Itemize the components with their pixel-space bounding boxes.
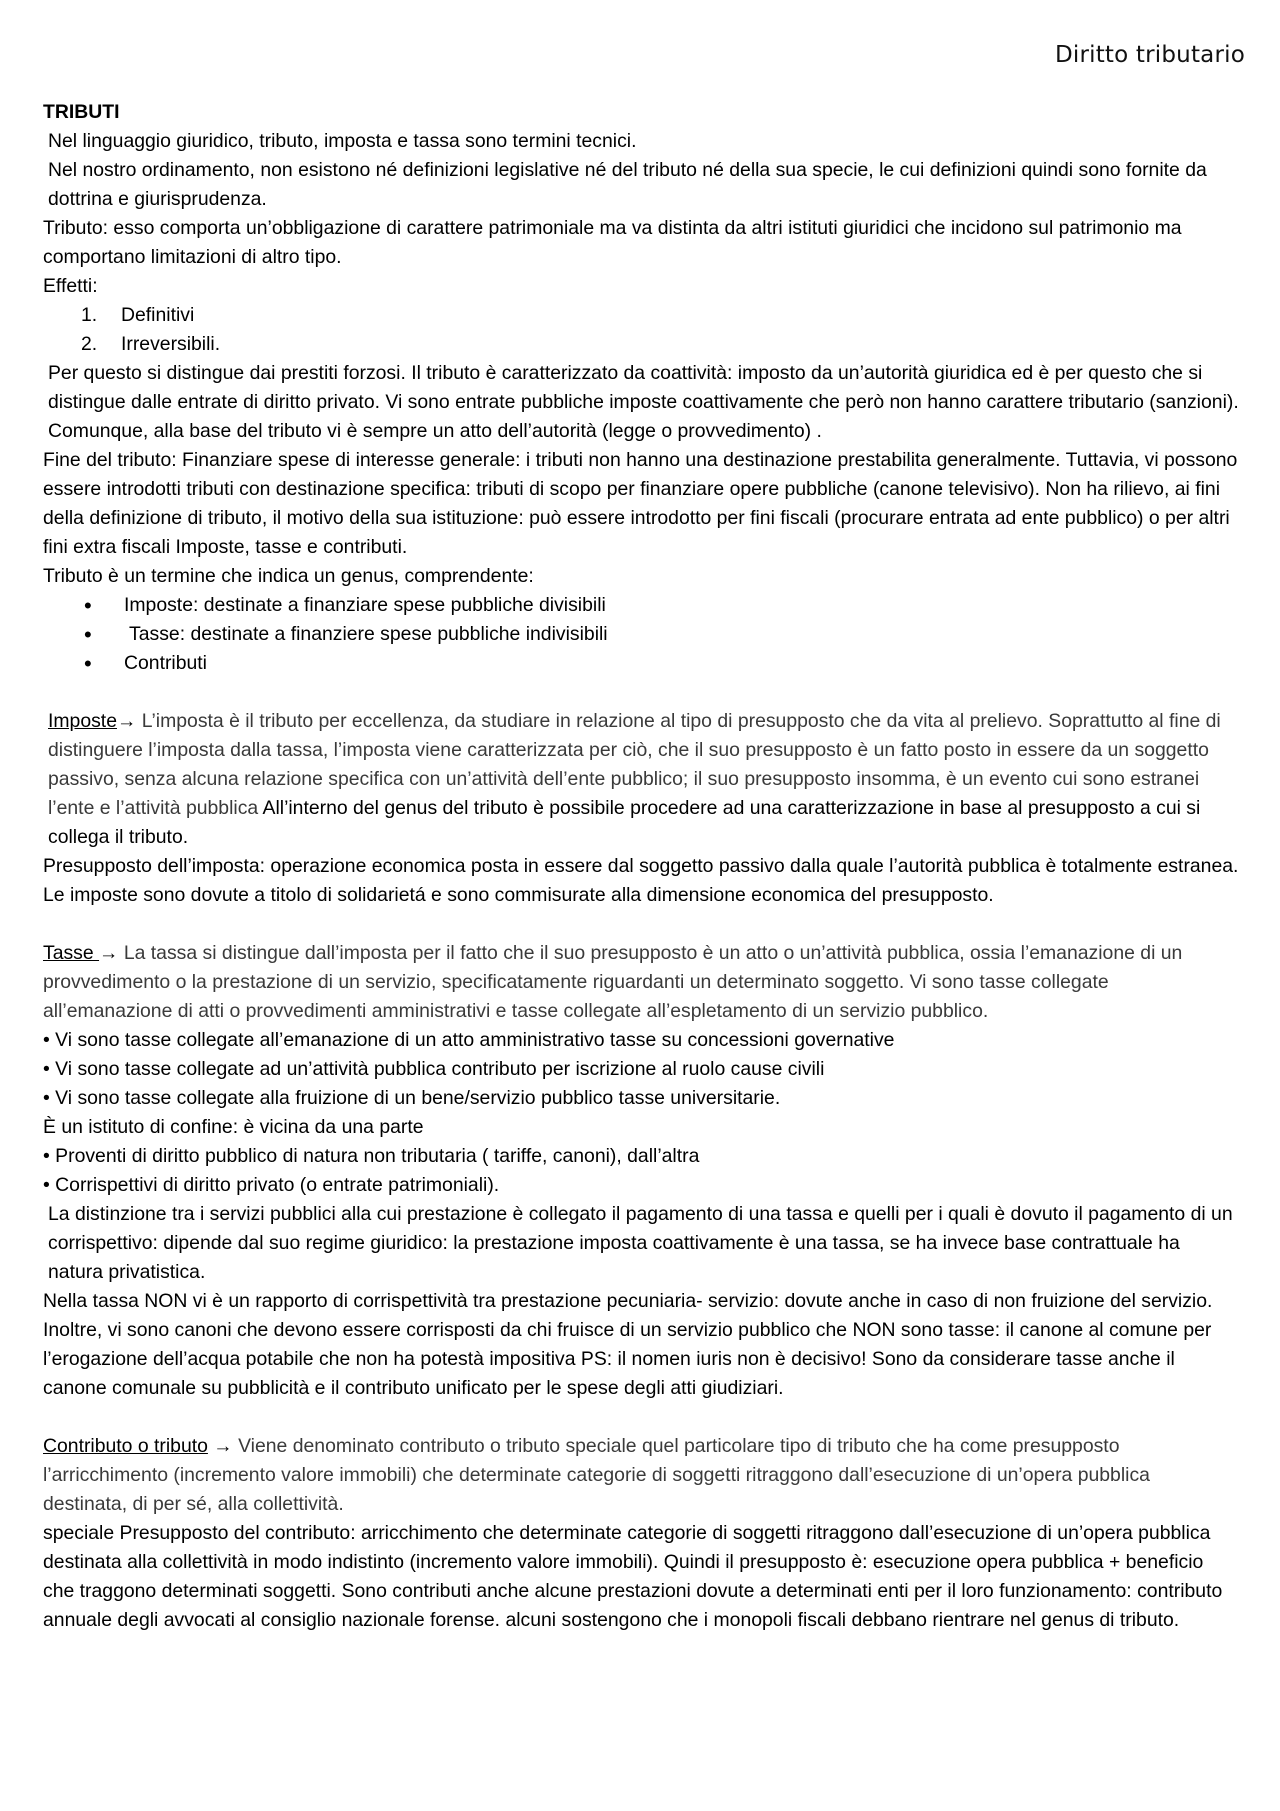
definition-text: La tassa si distingue dall’imposta per il fatto che il suo presupposto è un atto o un’attività pubblica, ossia l’emanazione di un provvedimento o la prestazione di un servizio, specificatamente riguardanti un determinato soggetto. Vi sono tasse collegate all’emanazione di atti o provvedimenti amministrativi e tasse collegate all’espletamento di un servizio pubblico.: [43, 942, 1183, 1022]
paragraph-text: All’interno del genus del tributo è possibile procedere ad una caratterizzazione in base al presupposto a cui si collega il tributo.: [48, 797, 1201, 848]
bullet-line: • Vi sono tasse collegate alla fruizione di un bene/servizio pubblico tasse universitarie.: [43, 1087, 781, 1109]
paragraph: Nella tassa NON vi è un rapporto di corrispettività tra prestazione pecuniaria- servizio: dovute anche in caso di non fruizione del servizio. Inoltre, vi sono canoni che devono essere corrisposti da chi fruisce di un servizio pubblico che NON sono tasse: il canone al comune per l’erogazione dell’acqua potabile che non ha potestà impositiva PS: il nomen iuris non è decisivo! Sono da considerare tasse anche il canone comunale su pubblicità e il contributo unificato per le spese degli atti giudiziari.: [43, 1290, 1213, 1399]
list-item: [43, 330, 1239, 359]
paragraph: Nel nostro ordinamento, non esistono né definizioni legislative né del tributo né della sua specie, le cui definizioni quindi sono fornite da dottrina e giurisprudenza.: [48, 159, 1207, 210]
bullet-line: • Vi sono tasse collegate ad un’attività pubblica contributo per iscrizione al ruolo cause civili: [43, 1058, 825, 1080]
paragraph: speciale Presupposto del contributo: arricchimento che determinate categorie di soggetti ritraggono dall’esecuzione di un’opera pubblica destinata alla collettività in modo indistinto (incremento valore immobili). Quindi il presupposto è: esecuzione opera pubblica + beneficio che traggono determinati soggetti. Sono contributi anche alcune prestazioni dovute a determinati enti per il loro funzionamento: contributo annuale degli avvocati al consiglio nazionale forense. alcuni sostengono che i monopoli fiscali debbano rientrare nel genus di tributo.: [43, 1522, 1223, 1631]
list-number: 1.: [81, 304, 98, 326]
bullet-line: • Proventi di diritto pubblico di natura non tributaria ( tariffe, canoni), dall’altra: [43, 1145, 700, 1167]
section-label-tasse: Tasse: [43, 942, 100, 964]
section-label-contributo: Contributo o tributo: [43, 1435, 208, 1457]
list-item-text: Irreversibili.: [121, 333, 221, 355]
paragraph: Tributo è un termine che indica un genus, comprendente:: [43, 565, 534, 587]
list-item: • Imposte: destinate a finanziare spese pubbliche divisibili: [43, 591, 1239, 620]
section-label-imposte: Imposte: [48, 710, 117, 732]
document-body: [43, 98, 1239, 1635]
spacer: [43, 1403, 1239, 1432]
effetti-label: Effetti:: [43, 275, 98, 297]
paragraph: Nel linguaggio giuridico, tributo, imposta e tassa sono termini tecnici.: [48, 130, 637, 152]
paragraph: È un istituto di confine: è vicina da una parte: [43, 1116, 424, 1138]
list-item-text: Definitivi: [121, 304, 195, 326]
bullet-line: • Vi sono tasse collegate all’emanazione di un atto amministrativo tasse su concessioni governative: [43, 1029, 895, 1051]
list-item: • Contributi: [43, 649, 1239, 678]
genus-list: [43, 591, 1239, 678]
arrow: →: [116, 710, 137, 732]
spacer: [43, 678, 1239, 707]
list-item: • Tasse: destinate a finanziere spese pubbliche indivisibili: [43, 620, 1239, 649]
effetti-list: [43, 301, 1239, 359]
paragraph: Presupposto dell’imposta: operazione economica posta in essere dal soggetto passivo dalla quale l’autorità pubblica è totalmente estranea.: [43, 855, 1239, 877]
definition-text: L’imposta è il tributo per eccellenza, da studiare in relazione al tipo di presupposto che da vita al prelievo. Soprattutto al fine di distinguere l’imposta dalla tassa, l’imposta viene caratterizzata per ciò, che il suo presupposto è un fatto posto in essere da un soggetto passivo, senza alcuna relazione specifica con un’attività dell’ente pubblico; il suo presupposto insomma, è un evento cui sono estranei l’ente e l’attività pubblica: [48, 710, 1221, 819]
paragraph: Fine del tributo: Finanziare spese di interesse generale: i tributi non hanno una destinazione prestabilita generalmente. Tuttavia, vi possono essere introdotti tributi con destinazione specifica: tributi di scopo per finanziare opere pubbliche (canone televisivo). Non ha rilievo, ai fini della definizione di tributo, il motivo della sua istituzione: può essere introdotto per fini fiscali (procurare entrata ad ente pubblico) o per altri fini extra fiscali Imposte, tasse e contributi.: [43, 449, 1238, 558]
definition-text: Viene denominato contributo o tributo speciale quel particolare tipo di tributo che ha come presupposto l’arricchimento (incremento valore immobili) che determinate categorie di soggetti ritraggono dall’esecuzione di un’opera pubblica destinata, di per sé, alla collettività.: [43, 1435, 1150, 1515]
paragraph-imposte: [43, 707, 1239, 852]
paragraph: Le imposte sono dovute a titolo di solidarietá e sono commisurate alla dimensione economica del presupposto.: [43, 884, 994, 906]
page-header-title: Diritto tributario: [1054, 42, 1245, 68]
list-number: 2.: [81, 333, 98, 355]
bullet-line: • Corrispettivi di diritto privato (o entrate patrimoniali).: [43, 1174, 500, 1196]
arrow: →: [207, 1435, 233, 1457]
paragraph: La distinzione tra i servizi pubblici alla cui prestazione è collegato il pagamento di una tassa e quelli per i quali è dovuto il pagamento di un corrispettivo: dipende dal suo regime giuridico: la prestazione imposta coattivamente è una tassa, se ha invece base contrattuale ha natura privatistica.: [48, 1203, 1233, 1283]
arrow: →: [99, 942, 119, 964]
paragraph-contributo: [43, 1432, 1239, 1519]
section-heading-tributi: TRIBUTI: [43, 101, 120, 123]
list-item: [43, 301, 1239, 330]
paragraph-tasse: [43, 939, 1239, 1026]
spacer: [43, 910, 1239, 939]
paragraph: Tributo: esso comporta un’obbligazione di carattere patrimoniale ma va distinta da altri istituti giuridici che incidono sul patrimonio ma comportano limitazioni di altro tipo.: [43, 217, 1182, 268]
paragraph: Per questo si distingue dai prestiti forzosi. Il tributo è caratterizzato da coattività: imposto da un’autorità giuridica ed è per questo che si distingue dalle entrate di diritto privato. Vi sono entrate pubbliche imposte coattivamente che però non hanno carattere tributario (sanzioni). Comunque, alla base del tributo vi è sempre un atto dell’autorità (legge o provvedimento) .: [48, 362, 1239, 442]
